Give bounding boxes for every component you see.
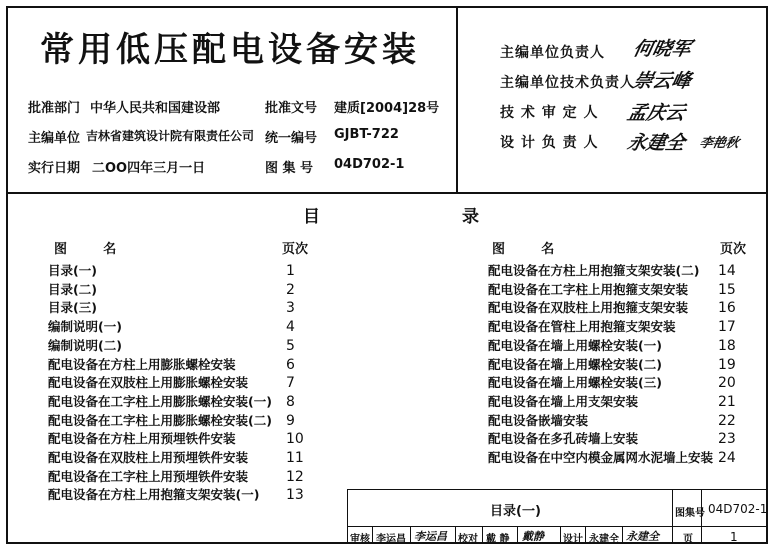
tb-col-1	[372, 526, 373, 544]
toc-item-name: 目录(三)	[48, 300, 97, 316]
toc-item-name: 编制说明(二)	[48, 337, 122, 353]
header-divider	[456, 6, 458, 193]
tb-col-7	[585, 526, 586, 544]
design-head-label: 设 计 负 责 人	[500, 135, 599, 151]
editor-unit: 吉林省建筑设计院有限责任公司	[86, 129, 255, 143]
toc-item-page: 24	[718, 450, 736, 466]
approval-dept-label: 批准部门	[28, 101, 81, 116]
tb-col-6	[560, 526, 561, 544]
editor-unit-label: 主编单位	[28, 131, 81, 146]
atlas-no-label: 图 集 号	[265, 161, 314, 176]
toc-item-name: 配电设备在方柱上用抱箍支架安装(二)	[488, 263, 700, 278]
tb-col-4	[482, 526, 483, 544]
tb-reviewer-signature: 李运昌	[414, 530, 447, 543]
toc-item-page: 17	[718, 319, 736, 336]
chief-unit-head-signature: 何晓军	[631, 38, 694, 60]
toc-item-name: 目录(一)	[48, 263, 97, 278]
toc-item-page: 8	[286, 393, 295, 410]
toc-item-name: 配电设备在双肢柱上用抱箍支架安装	[488, 300, 689, 316]
toc-item-name: 配电设备在管柱上用抱箍支架安装	[488, 319, 676, 335]
toc-item-name: 配电设备在双肢柱上用膨胀螺栓安装	[48, 375, 249, 391]
tb-review-label: 审核	[350, 534, 370, 545]
design-head-signature: 永建全	[625, 132, 688, 154]
tb-col-3	[455, 526, 456, 544]
toc-item-page: 22	[718, 412, 736, 429]
toc-item-page: 21	[718, 393, 736, 410]
toc-item-name: 配电设备在工字柱上用膨胀螺栓安装(二)	[48, 412, 272, 428]
tb-checker-signature: 戴静	[522, 530, 544, 543]
tb-designer: 永建全	[589, 534, 619, 545]
toc-item-page: 7	[286, 375, 295, 392]
tb-checker: 戴 静	[486, 534, 510, 545]
title-block-top-rule	[347, 489, 768, 490]
tb-check-label: 校对	[458, 534, 478, 545]
tb-col-8	[622, 526, 623, 544]
tb-design-label: 设计	[563, 534, 583, 545]
toc-item-name: 配电设备在中空内模金属网水泥墙上安装	[488, 450, 714, 465]
atlas-no: 04D702-1	[334, 157, 405, 172]
toc-item-name: 配电设备在工字柱上用抱箍支架安装	[488, 281, 689, 297]
toc-item-page: 12	[286, 468, 304, 485]
toc-item-name: 编制说明(一)	[48, 319, 122, 335]
chief-tech-head-label: 主编单位技术负责人	[500, 75, 635, 91]
toc-item-page: 20	[718, 375, 736, 392]
toc-item-page: 9	[286, 412, 295, 429]
tb-col-2	[410, 526, 411, 544]
toc-item-name: 配电设备在多孔砖墙上安装	[488, 431, 639, 447]
toc-title-left: 目	[303, 207, 320, 227]
toc-right-col-page: 页次	[720, 242, 747, 257]
toc-item-name: 目录(二)	[48, 281, 97, 297]
tech-reviewer-label: 技 术 审 定 人	[500, 105, 599, 121]
title-block-atlas-label: 图集号	[675, 508, 705, 519]
toc-item-name: 配电设备在方柱上用抱箍支架安装(一)	[48, 487, 260, 503]
approval-dept: 中华人民共和国建设部	[90, 101, 221, 116]
toc-item-name: 配电设备在方柱上用膨胀螺栓安装	[48, 356, 236, 372]
toc-item-page: 13	[286, 487, 304, 504]
tb-designer-signature: 永建全	[626, 530, 659, 543]
chief-tech-head-signature: 崇云峰	[631, 70, 694, 92]
toc-item-page: 23	[718, 431, 736, 448]
design-head-signature-2: 李艳秋	[697, 136, 741, 151]
tb-reviewer: 李运昌	[376, 534, 406, 545]
effective-date: 二OO四年三月一日	[92, 161, 206, 176]
unified-no: GJBT-722	[334, 127, 399, 142]
title-block-atlas-no: 04D702-1	[708, 502, 768, 516]
tb-page-label: 页	[683, 534, 693, 545]
tb-page-no: 1	[730, 530, 738, 544]
toc-item-page: 5	[286, 337, 295, 354]
toc-item-page: 18	[718, 337, 736, 354]
toc-item-page: 2	[286, 281, 295, 298]
toc-title-right: 录	[462, 207, 479, 227]
toc-left-col-page: 页次	[282, 242, 309, 257]
toc-item-page: 14	[718, 263, 736, 279]
toc-item-name: 配电设备在方柱上用预埋铁件安装	[48, 431, 236, 447]
approval-doc-label: 批准文号	[265, 101, 318, 116]
toc-item-name: 配电设备在墙上用支架安装	[488, 393, 639, 409]
effective-date-label: 实行日期	[28, 161, 81, 176]
toc-item-name: 配电设备在双肢柱上用预埋铁件安装	[48, 450, 249, 465]
toc-item-page: 4	[286, 319, 295, 336]
title-block-atlas-divider	[672, 489, 673, 544]
toc-item-page: 16	[718, 300, 736, 317]
title-block-left-rule	[347, 489, 348, 544]
tb-col-5	[517, 526, 518, 544]
toc-item-page: 6	[286, 356, 295, 373]
toc-right-col-name: 图 名	[492, 242, 555, 257]
toc-item-page: 11	[286, 450, 304, 466]
page-title: 常用低压配电设备安装	[40, 30, 420, 70]
toc-item-name: 配电设备嵌墙安装	[488, 412, 589, 428]
toc-item-page: 15	[718, 281, 736, 298]
toc-item-page: 19	[718, 356, 736, 373]
header-bottom-rule	[6, 192, 768, 194]
toc-item-page: 3	[286, 300, 295, 317]
toc-item-name: 配电设备在工字柱上用膨胀螺栓安装(一)	[48, 393, 272, 409]
chief-unit-head-label: 主编单位负责人	[500, 45, 605, 61]
title-block-drawing-name: 目录(一)	[490, 504, 541, 519]
toc-item-name: 配电设备在墙上用螺栓安装(三)	[488, 375, 662, 391]
toc-item-name: 配电设备在墙上用螺栓安装(二)	[488, 356, 662, 372]
toc-left-col-name: 图 名	[54, 242, 117, 257]
toc-item-page: 10	[286, 431, 304, 448]
toc-item-page: 1	[286, 263, 295, 279]
approval-doc: 建质[2004]28号	[334, 101, 440, 116]
toc-item-name: 配电设备在墙上用螺栓安装(一)	[488, 337, 662, 353]
unified-no-label: 统一编号	[265, 131, 318, 146]
tech-reviewer-signature: 孟庆云	[625, 102, 688, 124]
toc-item-name: 配电设备在工字柱上用预埋铁件安装	[48, 468, 249, 484]
